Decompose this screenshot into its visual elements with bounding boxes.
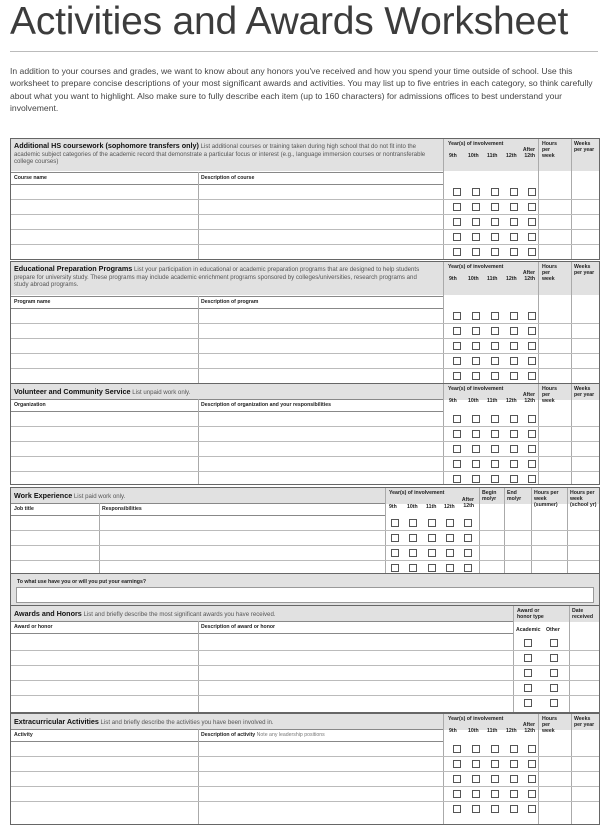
end-label: End mo/yr — [507, 490, 522, 503]
year-checkbox[interactable] — [491, 415, 499, 423]
year-checkbox[interactable] — [472, 760, 480, 768]
grade-label: 9th — [449, 728, 457, 734]
table-row — [11, 353, 599, 354]
column-divider — [198, 621, 199, 712]
year-checkbox[interactable] — [464, 549, 472, 557]
year-checkbox[interactable] — [491, 475, 499, 483]
section-title: Work Experience — [14, 491, 73, 500]
section-title: Volunteer and Community Service — [14, 387, 131, 396]
section-prep-programs — [10, 261, 600, 384]
table-row — [11, 426, 599, 427]
year-checkbox[interactable] — [453, 790, 461, 798]
grade-label: 11th — [487, 153, 498, 159]
grade-label: 11th — [487, 276, 498, 282]
year-checkbox[interactable] — [528, 248, 536, 256]
section-description: List additional courses or training taken during high school that do not fit into the academic subject categories of the academic record that demonstrate a particular focus or interest (e.g., language immersion courses or nontransferable college courses) — [14, 143, 426, 166]
year-checkbox[interactable] — [472, 475, 480, 483]
other-checkbox[interactable] — [550, 654, 558, 662]
academic-checkbox[interactable] — [524, 669, 532, 677]
year-checkbox[interactable] — [528, 218, 536, 226]
year-checkbox[interactable] — [453, 342, 461, 350]
year-checkbox[interactable] — [453, 312, 461, 320]
other-checkbox[interactable] — [550, 699, 558, 707]
column-divider — [504, 488, 505, 574]
work-grid — [11, 488, 599, 574]
column-divider — [99, 503, 100, 574]
year-checkbox[interactable] — [528, 475, 536, 483]
table-row — [11, 695, 599, 696]
year-checkbox[interactable] — [453, 357, 461, 365]
year-checkbox[interactable] — [472, 233, 480, 241]
year-checkbox[interactable] — [472, 775, 480, 783]
col-description: Description of program — [201, 299, 259, 305]
year-checkbox[interactable] — [510, 203, 518, 211]
academic-checkbox[interactable] — [524, 654, 532, 662]
year-checkbox[interactable] — [528, 233, 536, 241]
col-description-label: Description of activity — [201, 732, 256, 738]
section-description: List unpaid work only. — [132, 389, 191, 396]
grade-label: 9th — [449, 398, 457, 404]
year-checkbox[interactable] — [472, 248, 480, 256]
section-awards — [10, 605, 600, 713]
year-checkbox[interactable] — [446, 564, 454, 572]
column-divider — [567, 488, 568, 574]
grade-label: 11th — [487, 728, 498, 734]
col-program-name: Program name — [14, 299, 51, 305]
year-checkbox[interactable] — [464, 564, 472, 572]
grade-label: 9th — [449, 153, 457, 159]
grade-label: 10th — [468, 153, 479, 159]
award-type-label: Award or honor type — [517, 608, 544, 621]
earnings-question-block — [10, 573, 600, 607]
page-title: Activities and Awards Worksheet — [10, 0, 569, 43]
year-checkbox[interactable] — [528, 342, 536, 350]
year-checkbox[interactable] — [528, 760, 536, 768]
year-checkbox[interactable] — [510, 460, 518, 468]
after-12th-label: After 12th — [522, 147, 535, 160]
year-checkbox[interactable] — [491, 312, 499, 320]
year-checkbox[interactable] — [391, 564, 399, 572]
column-divider — [198, 172, 199, 259]
year-checkbox[interactable] — [528, 430, 536, 438]
hours-summer-label: Hours per week (summer) — [534, 490, 559, 509]
year-checkbox[interactable] — [528, 372, 536, 380]
earnings-question: To what use have you or will you put your earnings? — [17, 579, 147, 585]
col-description-note: Note any leadership positions — [256, 732, 325, 738]
year-checkbox[interactable] — [453, 327, 461, 335]
hours-per-week-label: Hours per week — [542, 141, 557, 160]
section-description: List your participation in educational or academic preparation programs that are designed to help students prepare for university study. These programs may include academic enrichment programs sponsored by colleges/universities, research programs and study abroad programs. — [14, 266, 420, 289]
year-checkbox[interactable] — [491, 188, 499, 196]
year-checkbox[interactable] — [453, 805, 461, 813]
year-checkbox[interactable] — [428, 534, 436, 542]
year-checkbox[interactable] — [472, 203, 480, 211]
year-checkbox[interactable] — [472, 312, 480, 320]
academic-label: Academic — [516, 627, 541, 633]
year-checkbox[interactable] — [491, 203, 499, 211]
other-checkbox[interactable] — [550, 684, 558, 692]
year-checkbox[interactable] — [446, 534, 454, 542]
column-divider — [571, 714, 572, 824]
weeks-per-year-label: Weeks per year — [574, 386, 595, 399]
year-checkbox[interactable] — [472, 805, 480, 813]
column-divider — [443, 384, 444, 484]
other-checkbox[interactable] — [550, 669, 558, 677]
table-row — [11, 756, 599, 757]
table-row — [11, 801, 599, 802]
year-checkbox[interactable] — [528, 188, 536, 196]
col-course-name: Course name — [14, 175, 47, 181]
year-checkbox[interactable] — [510, 327, 518, 335]
year-checkbox[interactable] — [453, 248, 461, 256]
year-checkbox[interactable] — [446, 519, 454, 527]
section-description: List and briefly describe the most significant awards you have received. — [83, 611, 276, 618]
begin-label: Begin mo/yr — [482, 490, 497, 503]
year-checkbox[interactable] — [472, 218, 480, 226]
column-divider — [531, 488, 532, 574]
table-row — [11, 199, 599, 200]
year-checkbox[interactable] — [510, 445, 518, 453]
column-divider — [538, 714, 539, 824]
table-row — [11, 456, 599, 457]
hours-per-week-label: Hours per week — [542, 264, 557, 283]
year-checkbox[interactable] — [510, 357, 518, 365]
section-work-experience — [10, 487, 600, 575]
table-row — [11, 680, 599, 681]
year-checkbox[interactable] — [510, 372, 518, 380]
column-divider — [198, 296, 199, 383]
after-12th-label: After 12th — [522, 270, 535, 283]
year-checkbox[interactable] — [453, 203, 461, 211]
intro-paragraph: In addition to your courses and grades, we want to know about any honors you've received and how you spend your time outside of school. Use this worksheet to prepare concise descriptions of your most significant awards and activities. You may list up to five entries in each category, so think carefully about what you want to highlight. Also make sure to fully describe each item (up to 160 characters) for admissions offices to best understand your involvement. — [10, 66, 593, 113]
year-checkbox[interactable] — [428, 549, 436, 557]
year-checkbox[interactable] — [510, 218, 518, 226]
grade-label: 9th — [449, 276, 457, 282]
year-checkbox[interactable] — [510, 312, 518, 320]
hours-per-week-label: Hours per week — [542, 386, 557, 405]
year-checkbox[interactable] — [409, 534, 417, 542]
year-checkbox[interactable] — [528, 460, 536, 468]
year-checkbox[interactable] — [491, 357, 499, 365]
year-checkbox[interactable] — [528, 357, 536, 365]
section-description: List paid work only. — [73, 493, 126, 500]
year-checkbox[interactable] — [510, 775, 518, 783]
grade-grid — [11, 714, 599, 824]
year-checkbox[interactable] — [453, 218, 461, 226]
grade-label: 12th — [506, 153, 517, 159]
year-checkbox[interactable] — [453, 775, 461, 783]
other-label: Other — [546, 627, 560, 633]
table-row — [11, 368, 599, 369]
year-checkbox[interactable] — [472, 188, 480, 196]
years-label: Year(s) of involvement — [448, 141, 504, 147]
year-checkbox[interactable] — [491, 372, 499, 380]
academic-checkbox[interactable] — [524, 639, 532, 647]
year-checkbox[interactable] — [453, 415, 461, 423]
awards-grid — [11, 606, 599, 712]
year-checkbox[interactable] — [453, 445, 461, 453]
year-checkbox[interactable] — [528, 775, 536, 783]
year-checkbox[interactable] — [528, 312, 536, 320]
grade-label: 9th — [389, 504, 397, 510]
col-description: Description of organization and your responsibilities — [201, 402, 331, 408]
year-checkbox[interactable] — [472, 415, 480, 423]
grade-grid — [11, 384, 599, 484]
year-checkbox[interactable] — [510, 805, 518, 813]
year-checkbox[interactable] — [528, 790, 536, 798]
year-checkbox[interactable] — [491, 805, 499, 813]
column-divider — [385, 488, 386, 574]
year-checkbox[interactable] — [409, 564, 417, 572]
table-row — [11, 214, 599, 215]
year-checkbox[interactable] — [472, 357, 480, 365]
year-checkbox[interactable] — [491, 233, 499, 241]
year-checkbox[interactable] — [409, 549, 417, 557]
table-row — [11, 786, 599, 787]
year-checkbox[interactable] — [528, 805, 536, 813]
grade-label: 10th — [407, 504, 418, 510]
year-checkbox[interactable] — [528, 415, 536, 423]
year-checkbox[interactable] — [409, 519, 417, 527]
year-checkbox[interactable] — [528, 745, 536, 753]
year-checkbox[interactable] — [491, 745, 499, 753]
hours-school-label: Hours per week (school yr) — [570, 490, 597, 509]
column-divider — [538, 384, 539, 484]
grade-label: 10th — [468, 276, 479, 282]
year-checkbox[interactable] — [510, 415, 518, 423]
table-row — [11, 530, 599, 531]
year-checkbox[interactable] — [491, 460, 499, 468]
year-checkbox[interactable] — [510, 760, 518, 768]
table-row — [11, 338, 599, 339]
after-12th-label: After 12th — [461, 497, 474, 510]
col-organization: Organization — [14, 402, 46, 408]
table-row — [11, 545, 599, 546]
year-checkbox[interactable] — [472, 460, 480, 468]
year-checkbox[interactable] — [510, 745, 518, 753]
title-divider — [10, 51, 598, 52]
table-row — [11, 771, 599, 772]
years-label: Year(s) of involvement — [448, 716, 504, 722]
year-checkbox[interactable] — [472, 430, 480, 438]
year-checkbox[interactable] — [528, 327, 536, 335]
weeks-per-year-label: Weeks per year — [574, 141, 595, 154]
section-title: Educational Preparation Programs — [14, 264, 133, 273]
years-label: Year(s) of involvement — [389, 490, 445, 496]
grade-label: 12th — [506, 276, 517, 282]
col-activity: Activity — [14, 732, 33, 738]
year-checkbox[interactable] — [453, 460, 461, 468]
section-extracurricular — [10, 713, 600, 825]
year-checkbox[interactable] — [491, 445, 499, 453]
after-12th-label: After 12th — [522, 392, 535, 405]
years-label: Year(s) of involvement — [448, 264, 504, 270]
year-checkbox[interactable] — [491, 775, 499, 783]
earnings-input[interactable] — [16, 587, 594, 603]
year-checkbox[interactable] — [491, 342, 499, 350]
years-label: Year(s) of involvement — [448, 386, 504, 392]
year-checkbox[interactable] — [453, 372, 461, 380]
grade-label: 10th — [468, 728, 479, 734]
weeks-per-year-label: Weeks per year — [574, 716, 595, 729]
hours-per-week-label: Hours per week — [542, 716, 557, 735]
year-checkbox[interactable] — [491, 760, 499, 768]
year-checkbox[interactable] — [510, 188, 518, 196]
year-checkbox[interactable] — [446, 549, 454, 557]
section-coursework — [10, 138, 600, 260]
year-checkbox[interactable] — [528, 445, 536, 453]
col-responsibilities: Responsibilities — [102, 506, 142, 512]
year-checkbox[interactable] — [510, 248, 518, 256]
year-checkbox[interactable] — [510, 342, 518, 350]
grade-grid — [11, 262, 599, 383]
academic-checkbox[interactable] — [524, 684, 532, 692]
column-divider — [479, 488, 480, 574]
year-checkbox[interactable] — [510, 790, 518, 798]
year-checkbox[interactable] — [510, 233, 518, 241]
column-divider — [443, 714, 444, 824]
year-checkbox[interactable] — [453, 745, 461, 753]
year-checkbox[interactable] — [464, 534, 472, 542]
col-job-title: Job title — [14, 506, 34, 512]
academic-checkbox[interactable] — [524, 699, 532, 707]
year-checkbox[interactable] — [428, 564, 436, 572]
year-checkbox[interactable] — [453, 233, 461, 241]
year-checkbox[interactable] — [391, 534, 399, 542]
year-checkbox[interactable] — [464, 519, 472, 527]
table-row — [11, 471, 599, 472]
year-checkbox[interactable] — [453, 475, 461, 483]
col-award: Award or honor — [14, 624, 53, 630]
year-checkbox[interactable] — [472, 327, 480, 335]
weeks-per-year-label: Weeks per year — [574, 264, 595, 277]
year-checkbox[interactable] — [428, 519, 436, 527]
year-checkbox[interactable] — [510, 475, 518, 483]
grade-label: 12th — [444, 504, 455, 510]
column-divider — [571, 384, 572, 484]
year-checkbox[interactable] — [453, 188, 461, 196]
table-row — [11, 665, 599, 666]
table-row — [11, 244, 599, 245]
year-checkbox[interactable] — [453, 760, 461, 768]
year-checkbox[interactable] — [391, 549, 399, 557]
year-checkbox[interactable] — [491, 327, 499, 335]
grade-label: 11th — [426, 504, 437, 510]
year-checkbox[interactable] — [391, 519, 399, 527]
grade-label: 11th — [487, 398, 498, 404]
year-checkbox[interactable] — [472, 790, 480, 798]
table-row — [11, 323, 599, 324]
year-checkbox[interactable] — [472, 372, 480, 380]
col-description: Description of course — [201, 175, 255, 181]
section-title: Extracurricular Activities — [14, 717, 99, 726]
year-checkbox[interactable] — [472, 342, 480, 350]
table-row — [11, 441, 599, 442]
section-title: Awards and Honors — [14, 609, 82, 618]
grade-label: 10th — [468, 398, 479, 404]
year-checkbox[interactable] — [491, 790, 499, 798]
grade-label: 12th — [506, 398, 517, 404]
after-12th-label: After 12th — [522, 722, 535, 735]
year-checkbox[interactable] — [453, 430, 461, 438]
year-checkbox[interactable] — [472, 445, 480, 453]
date-received-label: Date received — [572, 608, 594, 621]
year-checkbox[interactable] — [491, 218, 499, 226]
year-checkbox[interactable] — [472, 745, 480, 753]
col-description: Description of award or honor — [201, 624, 276, 630]
section-title: Additional HS coursework (sophomore transfers only) — [14, 141, 199, 150]
year-checkbox[interactable] — [510, 430, 518, 438]
year-checkbox[interactable] — [528, 203, 536, 211]
section-volunteer — [10, 383, 600, 485]
other-checkbox[interactable] — [550, 639, 558, 647]
table-row — [11, 650, 599, 651]
grade-grid — [11, 139, 599, 259]
section-description: List and briefly describe the activities you have been involved in. — [100, 719, 274, 726]
table-row — [11, 229, 599, 230]
column-divider — [569, 606, 570, 712]
grade-label: 12th — [506, 728, 517, 734]
year-checkbox[interactable] — [491, 430, 499, 438]
table-row — [11, 560, 599, 561]
column-divider — [513, 606, 514, 712]
year-checkbox[interactable] — [491, 248, 499, 256]
